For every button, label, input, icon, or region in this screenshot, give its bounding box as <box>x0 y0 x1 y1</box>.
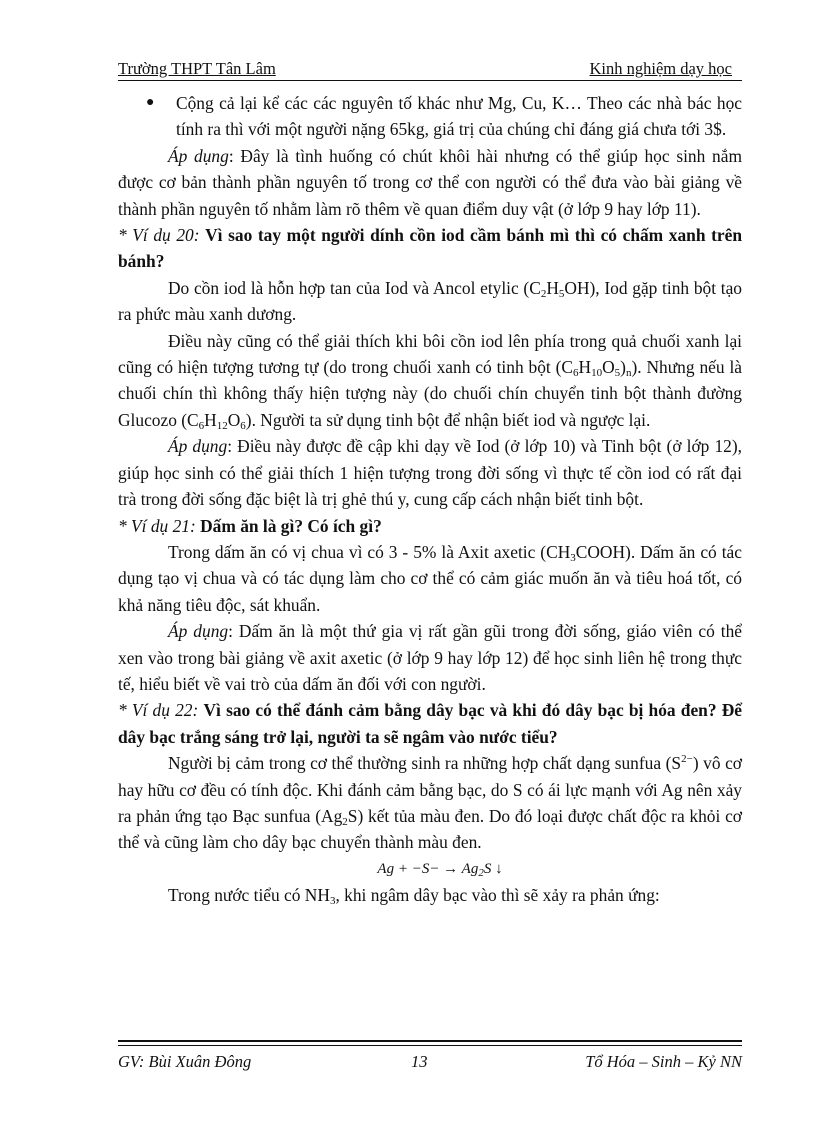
footer-department: Tổ Hóa – Sinh – Kỷ NN <box>585 1052 742 1071</box>
footer-rule-thin <box>118 1045 742 1046</box>
text-run: , khi ngâm dây bạc vào thì sẽ xảy ra phản ứng: <box>335 885 660 906</box>
footer-page-number: 13 <box>411 1052 428 1071</box>
footer-rule-thick <box>118 1040 742 1042</box>
subscript: 6 <box>198 419 205 432</box>
page-footer <box>118 1052 742 1076</box>
subscript: 6 <box>573 367 579 380</box>
subscript: 6 <box>240 419 246 432</box>
bullet-dot-icon: ● <box>146 95 155 110</box>
subscript: 3 <box>570 551 576 564</box>
header-school: Trường THPT Tân Lâm <box>118 59 276 78</box>
bullet-paragraph <box>118 90 742 143</box>
example-21-paragraph <box>118 539 742 618</box>
apdung-label: Áp dụng <box>168 145 229 166</box>
example-20-paragraph-a <box>118 275 742 328</box>
text-run: H <box>578 357 592 378</box>
superscript: 2− <box>681 753 693 766</box>
example-label: * Ví dụ 20: <box>118 225 200 246</box>
example-title: Dấm ăn là gì? Có ích gì? <box>200 515 382 536</box>
subscript: 10 <box>591 367 603 380</box>
apdung-paragraph-1 <box>118 143 742 222</box>
text-run: Trong nước tiểu có NH <box>168 885 330 906</box>
text-run: ). Nhưng nếu là chuối chín thì không thấy hiện tượng này (do chuối chín chuyển tinh bột thành đường Glucozo (C <box>118 357 742 430</box>
subscript: 5 <box>558 287 565 300</box>
text-run: OH), Iod gặp tinh bột tạo ra phức màu xanh dương. <box>118 277 742 325</box>
apdung-text: : Đây là tình huống có chút khôi hài nhưng có thể giúp học sinh nắm được cơ bản thành phần nguyên tố trong cơ thể con người có thể đưa vào bài giảng về thành phần nguyên tố nhằm làm rõ thêm về quan điểm duy vật (ở lớp 9 hay lớp 11). <box>118 145 742 219</box>
text-run: S) kết tủa màu đen. Do đó loại được chất độc ra khỏi cơ thể và cũng làm cho dây bạc chuyển thành màu đen. <box>118 805 742 853</box>
text-run: COOH). Dấm ăn có tác dụng tạo vị chua và có tác dụng làm cho cơ thể có cảm giác muốn ăn và tiêu hoá tốt, có khả năng tiêu độc, sát khuẩn. <box>118 541 742 615</box>
subscript: 2 <box>478 866 484 879</box>
apdung-text: : Điều này được đề cập khi dạy về Iod (ở lớp 10) và Tinh bột (ở lớp 12), giúp học sinh có thể giải thích 1 hiện tượng trong đời sống vì thực tế cồn iod có rất đại trà trong đời sống đặc biệt là trị ghẻ thú y, cung cấp cách nhận biết tinh bột. <box>118 436 742 510</box>
apdung-text: : Dấm ăn là một thứ gia vị rất gần gũi trong đời sống, giáo viên có thể xen vào trong bài giảng về axit axetic (ở lớp 9 hay lớp 12) để học sinh liên hệ trong thực tế, hiểu biết về vai trò của dấm ăn đối với con người. <box>118 621 743 694</box>
example-22-paragraph <box>118 750 742 856</box>
apdung-paragraph-3 <box>118 618 742 697</box>
subscript: 5 <box>614 367 621 380</box>
example-22-heading <box>118 697 742 750</box>
apdung-label: Áp dụng <box>168 621 229 642</box>
header-subject: Kinh nghiệm dạy học <box>589 59 732 78</box>
equation-part: S ↓ <box>483 860 503 877</box>
subscript: 2 <box>342 815 348 828</box>
example-title: Vì sao tay một người dính cồn iod cầm bánh mì thì có chấm xanh trên bánh? <box>118 225 742 272</box>
apdung-paragraph-2 <box>118 433 742 512</box>
example-21-heading <box>118 513 742 539</box>
text-run: ) <box>620 357 626 378</box>
example-title: Vì sao có thể đánh cảm bằng dây bạc và khi đó dây bạc bị hóa đen? Để dây bạc trắng sáng trở lại, người ta sẽ ngâm vào nước tiểu? <box>118 700 743 747</box>
text-run: ). Người ta sử dụng tinh bột để nhận biết iod và ngược lại. <box>245 409 651 430</box>
page-body <box>118 90 742 909</box>
text-run: ) vô cơ hay hữu cơ đều có tính độc. Khi đánh cảm bằng bạc, do S có ái lực mạnh với Ag nên xảy ra phản ứng tạo Bạc sunfua (Ag <box>118 753 742 826</box>
text-run: Người bị cảm trong cơ thể thường sinh ra những hợp chất dạng sunfua (S <box>168 753 682 774</box>
subscript: 2 <box>540 287 547 300</box>
text-run: Trong dấm ăn có vị chua vì có 3 - 5% là Axit axetic (CH <box>168 541 571 562</box>
equation-part: Ag + −S− → Ag <box>377 860 479 877</box>
example-20-heading <box>118 222 742 275</box>
last-paragraph <box>118 882 742 908</box>
bullet-text: Cộng cả lại kể các các nguyên tố khác như Mg, Cu, K… Theo các nhà bác học tính ra thì với một người nặng 65kg, giá trị của chúng chỉ đáng giá chưa tới 3$. <box>176 93 742 140</box>
text-run: H <box>204 409 217 430</box>
text-run: Điều này cũng có thể giải thích khi bôi cồn iod lên phía trong quả chuối xanh lại cũng có hiện tượng tương tự (do trong chuối xanh có tinh bột (C <box>118 330 742 378</box>
text-run: H <box>546 277 559 298</box>
example-label: * Ví dụ 21: <box>118 515 196 536</box>
text-run: Do cồn iod là hỗn hợp tan của Iod và Ancol etylic (C <box>168 277 541 298</box>
apdung-label: Áp dụng <box>168 436 228 457</box>
example-20-paragraph-b <box>118 328 742 434</box>
subscript: 3 <box>329 895 336 908</box>
reaction-equation <box>118 856 742 882</box>
subscript: n <box>625 367 632 380</box>
example-label: * Ví dụ 22: <box>118 700 199 721</box>
page-header <box>118 58 742 81</box>
text-run: O <box>602 357 615 378</box>
footer-author: GV: Bùi Xuân Đông <box>118 1052 252 1071</box>
text-run: O <box>227 409 241 430</box>
subscript: 12 <box>216 419 228 432</box>
